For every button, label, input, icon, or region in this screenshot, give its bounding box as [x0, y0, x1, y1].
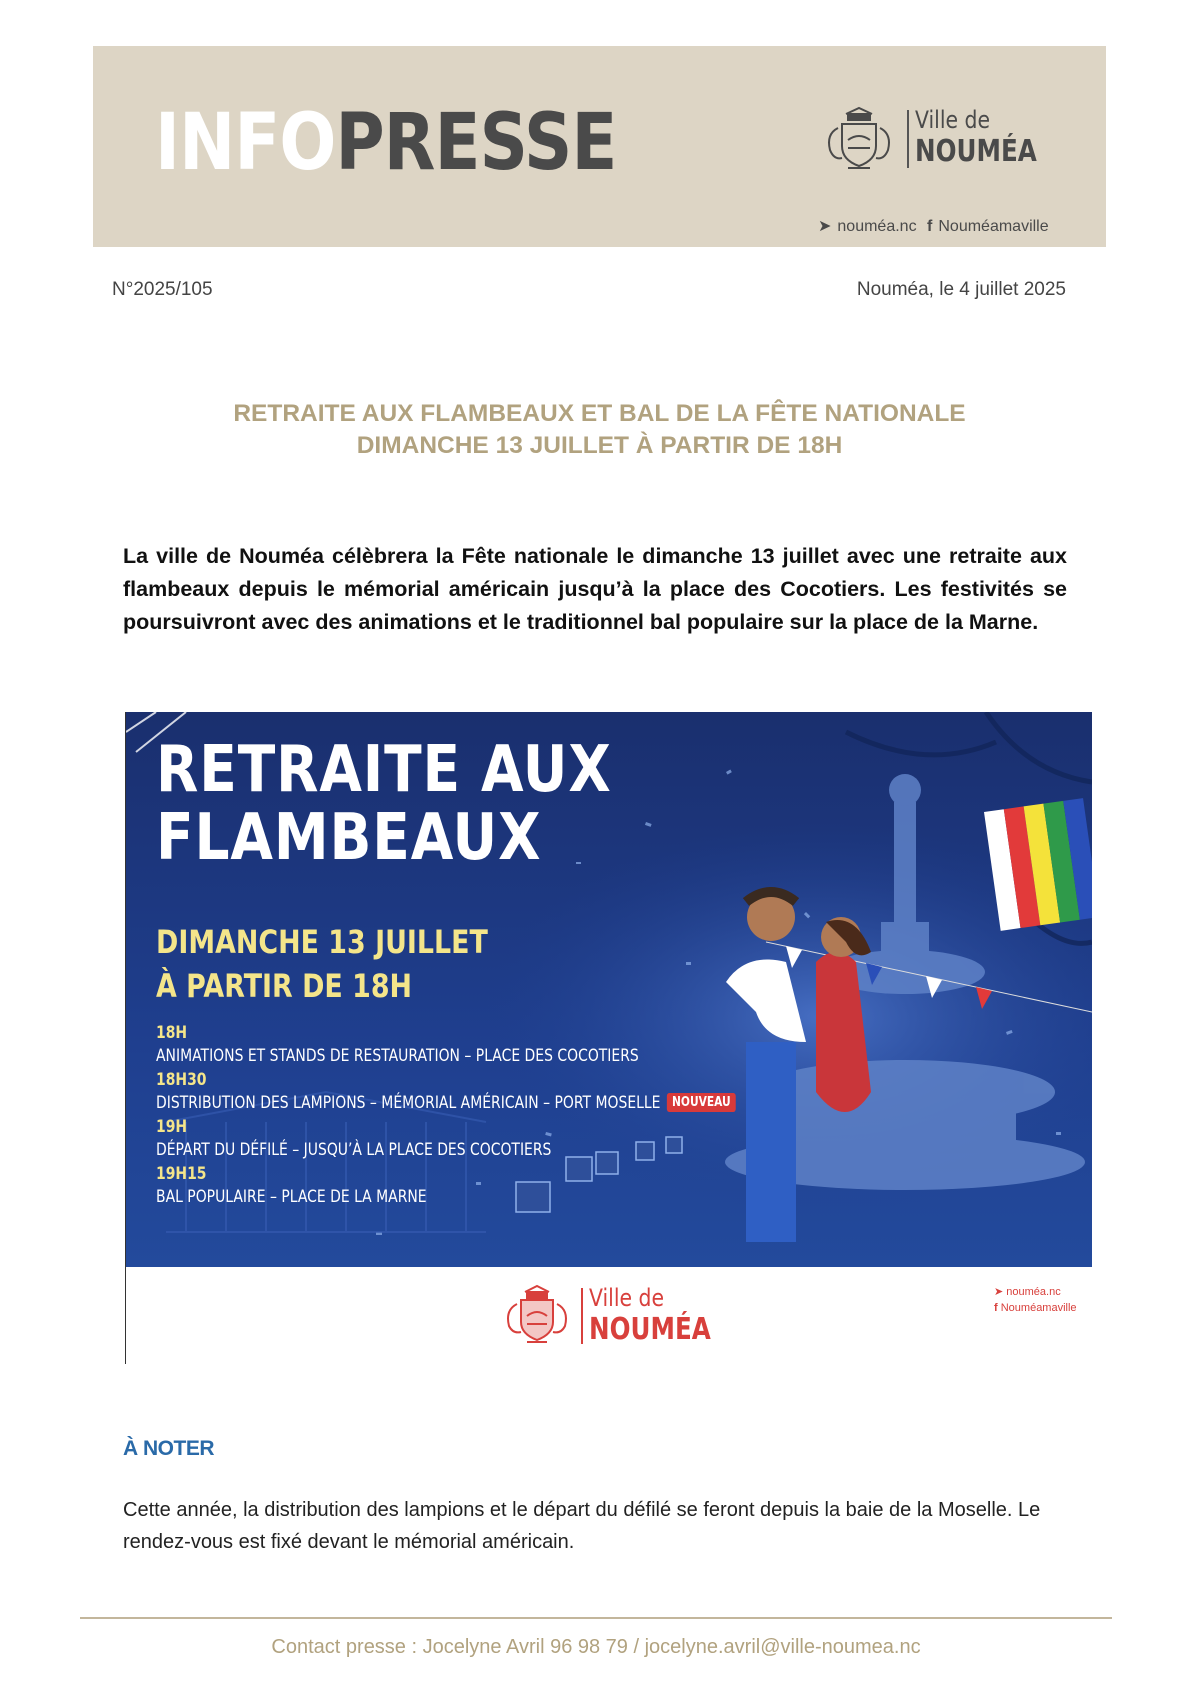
press-contact: Contact presse : Jocelyne Avril 96 98 79 / jocelyne.avril@ville-noumea.nc [271, 1636, 921, 1658]
facebook-link[interactable]: Nouméamaville [938, 218, 1049, 235]
city-crest-icon [818, 106, 900, 172]
logo-ville-de: Ville de [915, 106, 991, 134]
schedule-time: 19H15 [156, 1164, 207, 1184]
logo-word-info: INFO [155, 98, 336, 188]
poster-facebook [994, 1300, 1077, 1316]
schedule-event: BAL POPULAIRE – PLACE DE LA MARNE [156, 1187, 427, 1207]
poster-title-line-1: RETRAITE AUX [156, 733, 612, 807]
note-body: Cette année, la distribution des lampions et le départ du défilé se feront depuis la baie de la Moselle. Le rendez-vous est fixé devant le mémorial américain. [123, 1499, 1041, 1553]
poster-title-line-2: FLAMBEAUX [156, 801, 542, 875]
lead-paragraph: La ville de Nouméa célèbrera la Fête nationale le dimanche 13 juillet avec une retraite aux flambeaux depuis le mémorial américain jusqu’à la place des Cocotiers. Les festivités se poursuivront avec des animations et le traditionnel bal populaire sur la place de la Marne. [123, 544, 1067, 634]
header-band [93, 46, 1106, 247]
schedule-event: ANIMATIONS ET STANDS DE RESTAURATION – PLACE DES COCOTIERS [156, 1046, 639, 1066]
logo-city-name: NOUMÉA [915, 134, 1037, 169]
facebook-icon: f [927, 218, 933, 235]
poster-facebook-text: Nouméamaville [1000, 1302, 1077, 1314]
logo-word-presse: PRESSE [335, 98, 617, 188]
schedule-item [156, 1163, 736, 1210]
schedule-time: 18H [156, 1023, 188, 1043]
poster-logo-ville-de: Ville de [589, 1284, 665, 1312]
website-link[interactable]: nouméa.nc [837, 218, 917, 235]
schedule-item [156, 1116, 736, 1163]
footer-divider [80, 1617, 1112, 1619]
poster-title [156, 733, 612, 875]
facebook-icon: f [994, 1302, 1001, 1314]
poster-footer-logo [501, 1284, 741, 1350]
poster-date-line-2: À PARTIR DE 18H [156, 967, 413, 1005]
event-poster [125, 712, 1092, 1364]
title-line-1: RETRAITE AUX FLAMBEAUX ET BAL DE LA FÊTE NATIONALE [233, 400, 966, 427]
info-presse-logo [155, 98, 617, 188]
schedule-event: DÉPART DU DÉFILÉ – JUSQU’À LA PLACE DES COCOTIERS [156, 1140, 552, 1160]
poster-date [156, 920, 488, 1008]
poster-website-text: nouméa.nc [1006, 1286, 1061, 1298]
schedule-item [156, 1022, 736, 1069]
new-badge: NOUVEAU [667, 1093, 736, 1112]
press-release-number: N°2025/105 [112, 279, 213, 300]
poster-website [994, 1284, 1077, 1300]
schedule-event [156, 1091, 736, 1116]
poster-date-line-1: DIMANCHE 13 JUILLET [156, 923, 488, 961]
schedule-time: 19H [156, 1117, 188, 1137]
paper-plane-icon: ➤ [994, 1286, 1007, 1298]
schedule-time: 18H30 [156, 1070, 207, 1090]
schedule-item [156, 1069, 736, 1116]
page-title [93, 398, 1106, 462]
logo-separator [581, 1288, 583, 1344]
logo-links [818, 216, 1058, 236]
paper-plane-icon: ➤ [818, 218, 832, 235]
city-crest-icon [501, 1284, 573, 1346]
note-heading: À NOTER [123, 1437, 214, 1460]
dateline: Nouméa, le 4 juillet 2025 [856, 279, 1066, 300]
poster-logo-city-name: NOUMÉA [589, 1312, 711, 1347]
poster-schedule [156, 1022, 736, 1210]
poster-footer-links [994, 1284, 1077, 1316]
logo-separator [907, 110, 909, 168]
title-line-2: DIMANCHE 13 JUILLET À PARTIR DE 18H [356, 432, 843, 459]
schedule-event-text: DISTRIBUTION DES LAMPIONS – MÉMORIAL AMÉRICAIN – PORT MOSELLE [156, 1093, 661, 1113]
ville-de-noumea-logo [818, 102, 1058, 235]
